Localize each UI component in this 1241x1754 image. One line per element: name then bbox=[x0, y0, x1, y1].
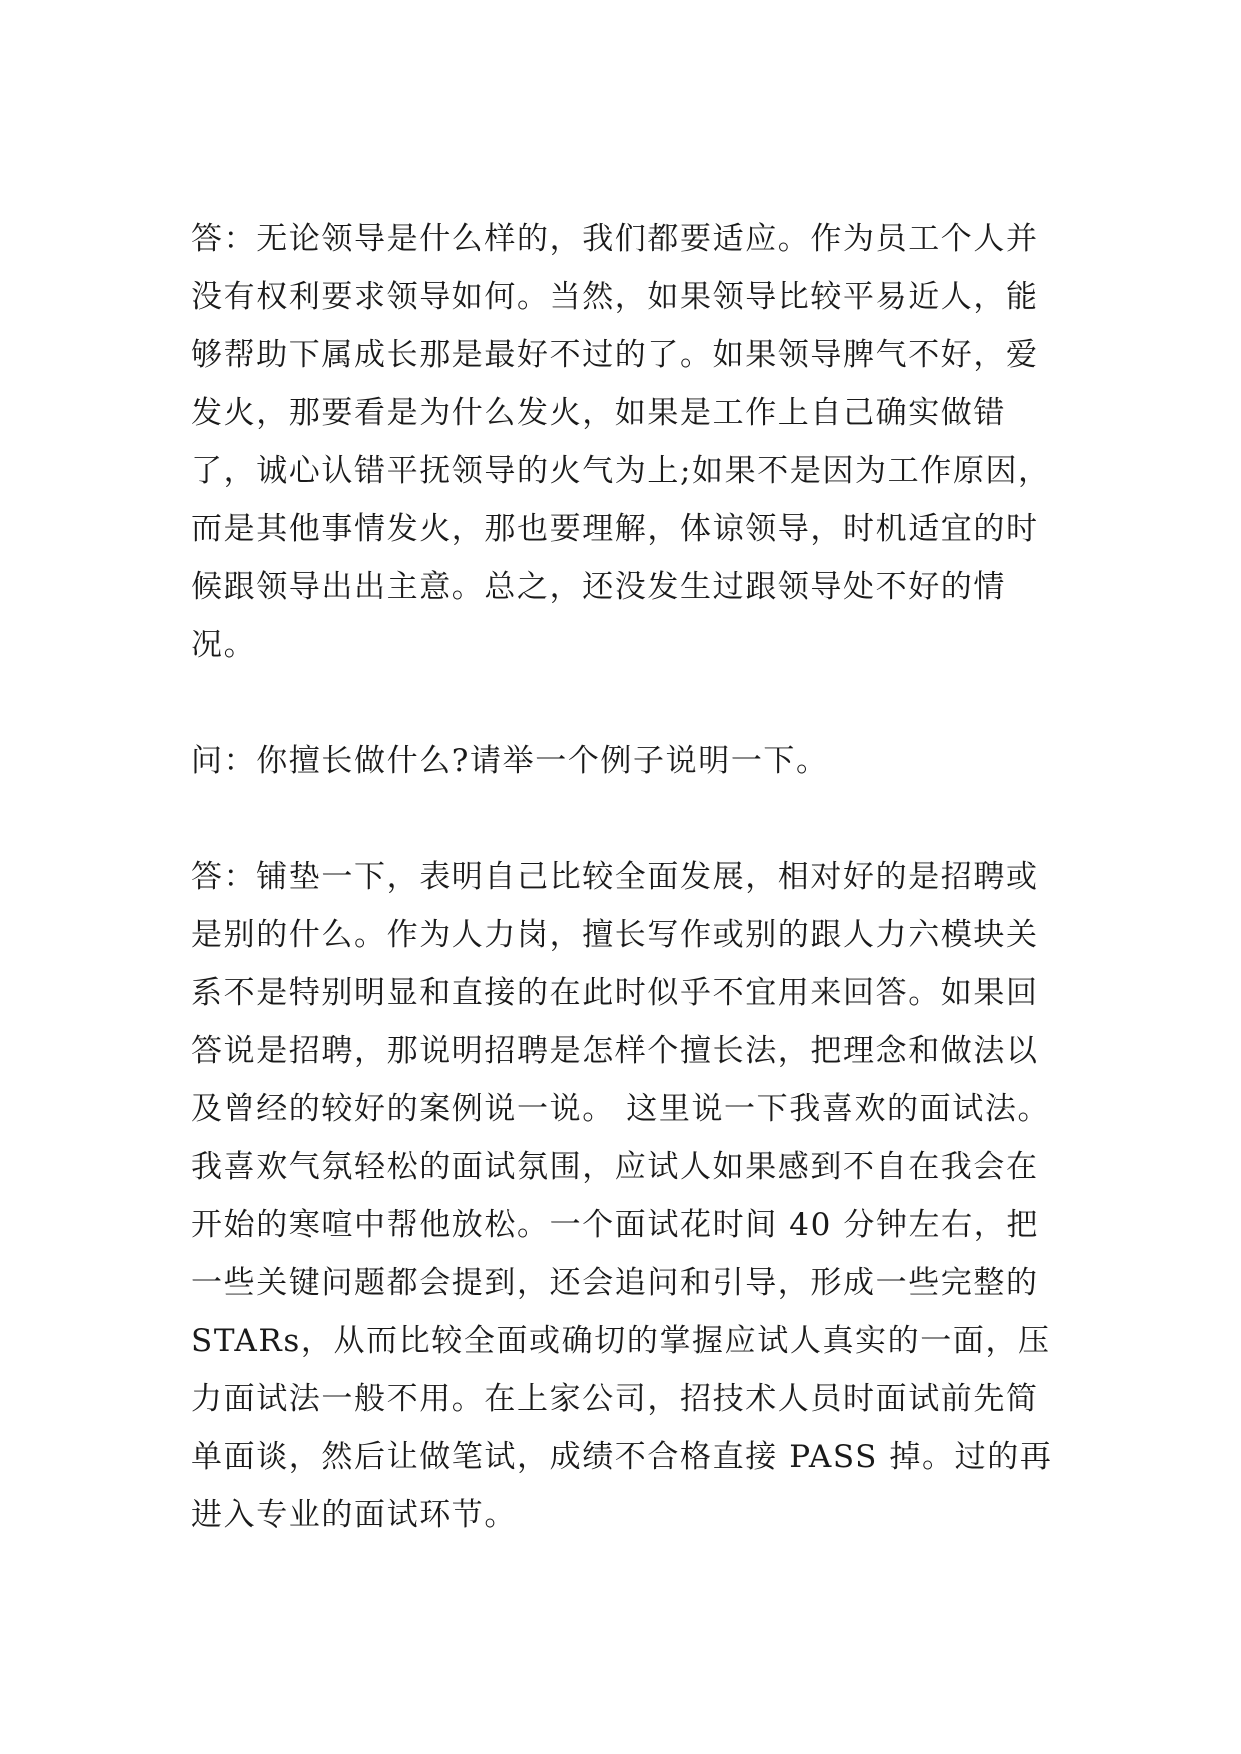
answer-paragraph-1: 答：无论领导是什么样的，我们都要适应。作为员工个人并没有权利要求领导如何。当然，如果领导比较平易近人，能够帮助下属成长那是最好不过的了。如果领导脾气不好，爱发火，那要看是为什么发火，如果是工作上自己确实做错了，诚心认错平抚领导的火气为上;如果不是因为工作原因，而是其他事情发火，那也要理解，体谅领导，时机适宜的时候跟领导出出主意。总之，还没发生过跟领导处不好的情况。 bbox=[191, 221, 1051, 663]
question-paragraph: 问：你擅长做什么?请举一个例子说明一下。 bbox=[191, 743, 829, 779]
answer-paragraph-2: 答：铺垫一下，表明自己比较全面发展，相对好的是招聘或是别的什么。作为人力岗，擅长写作或别的跟人力六模块关系不是特别明显和直接的在此时似乎不宜用来回答。如果回答说是招聘，那说明招聘是怎样个擅长法，把理念和做法以及曾经的较好的案例说一说。 这里说一下我喜欢的面试法。我喜欢气氛轻松的面试氛围，应试人如果感到不自在我会在开始的寒喧中帮他放松。一个面试花时间 40 分钟左右，把一些关键问题都会提到，还会追问和引导，形成一些完整的 STARs，从而比较全面或确切的掌握应试人真实的一面，压力面试法一般不用。在上家公司，招技术人员时面试前先简单面谈，然后让做笔试，成绩不合格直接 PASS 掉。过的再进入专业的面试环节。 bbox=[191, 859, 1053, 1533]
document-body bbox=[191, 210, 1071, 1544]
